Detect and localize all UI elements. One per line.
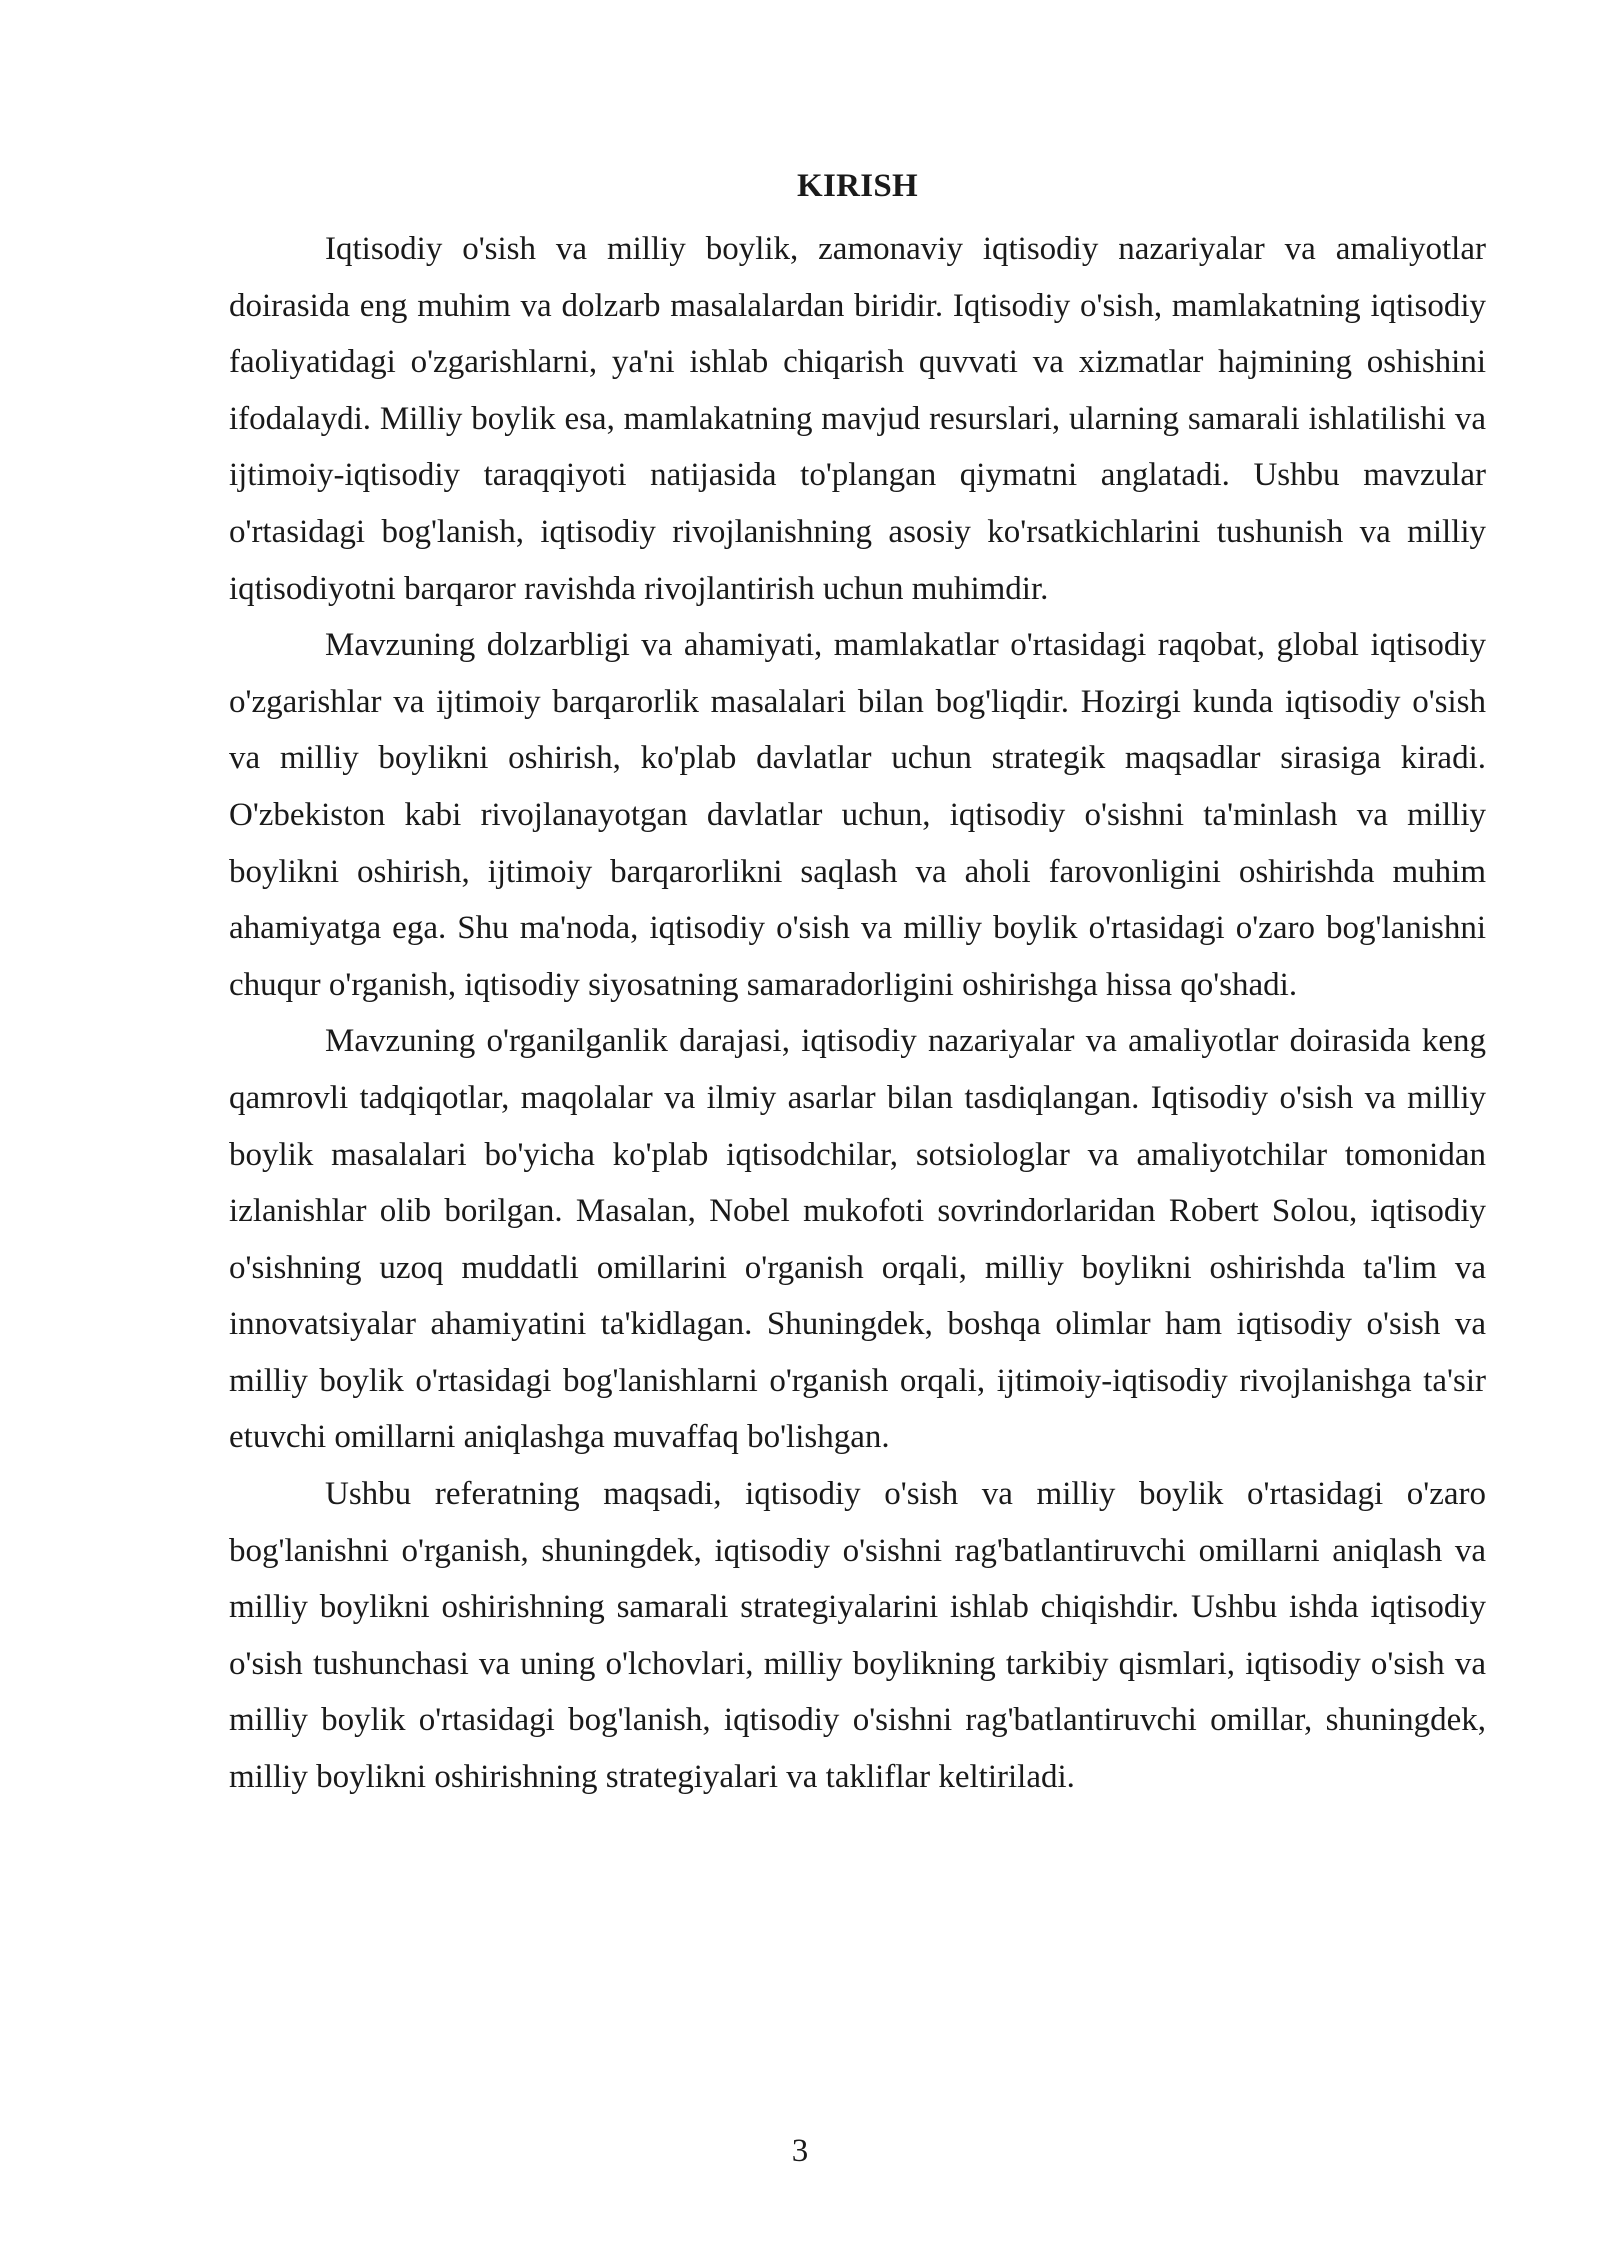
section-title: KIRISH [796, 168, 918, 204]
paragraph-study-level: Mavzuning o'rganilganlik darajasi, iqtisodiy nazariyalar va amaliyotlar doirasida keng qamrovli tadqiqotlar, maqolalar va ilmiy asarlar bilan tasdiqlangan. Iqtisodiy o'sish va milliy boylik masalalari bo'yicha ko'plab iqtisodchilar, sotsiologlar va amaliyotchilar tomonidan izlanishlar olib borilgan. Masalan, Nobel mukofoti sovrindorlaridan Robert Solou, iqtisodiy o'sishning uzoq muddatli omillarini o'rganish orqali, milliy boylikni oshirishda ta'lim va innovatsiyalar ahamiyatini ta'kidlagan. Shuningdek, boshqa olimlar ham iqtisodiy o'sish va milliy boylik o'rtasidagi bog'lanishlarni o'rganish orqali, ijtimoiy-iqtisodiy rivojlanishga ta'sir etuvchi omillarni aniqlashga muvaffaq bo'lishgan. [229, 1023, 1486, 1456]
paragraph-relevance: Mavzuning dolzarbligi va ahamiyati, mamlakatlar o'rtasidagi raqobat, global iqtisodiy o'zgarishlar va ijtimoiy barqarorlik masalalari bilan bog'liqdir. Hozirgi kunda iqtisodiy o'sish va milliy boylikni oshirish, ko'plab davlatlar uchun strategik maqsadlar sirasiga kiradi. O'zbekiston kabi rivojlanayotgan davlatlar uchun, iqtisodiy o'sishni ta'minlash va milliy boylikni oshirish, ijtimoiy barqarorlikni saqlash va aholi farovonligini oshirishda muhim ahamiyatga ega. Shu ma'noda, iqtisodiy o'sish va milliy boylik o'rtasidagi o'zaro bog'lanishni chuqur o'rganish, iqtisodiy siyosatning samaradorligini oshirishga hissa qo'shadi. [229, 627, 1486, 1003]
document-page [229, 158, 1486, 1806]
paragraph-purpose: Ushbu referatning maqsadi, iqtisodiy o'sish va milliy boylik o'rtasidagi o'zaro bog'lanishni o'rganish, shuningdek, iqtisodiy o'sishni rag'batlantiruvchi omillarni aniqlash va milliy boylikni oshirishning samarali strategiyalarini ishlab chiqishdir. Ushbu ishda iqtisodiy o'sish tushunchasi va uning o'lchovlari, milliy boylikning tarkibiy qismlari, iqtisodiy o'sish va milliy boylik o'rtasidagi bog'lanish, iqtisodiy o'sishni rag'batlantiruvchi omillar, shuningdek, milliy boylikni oshirishning strategiyalari va takliflar keltiriladi. [229, 1476, 1486, 1796]
paragraph-introduction: Iqtisodiy o'sish va milliy boylik, zamonaviy iqtisodiy nazariyalar va amaliyotlar doirasida eng muhim va dolzarb masalalardan biridir. Iqtisodiy o'sish, mamlakatning iqtisodiy faoliyatidagi o'zgarishlarni, ya'ni ishlab chiqarish quvvati va xizmatlar hajmining oshishini ifodalaydi. Milliy boylik esa, mamlakatning mavjud resurslari, ularning samarali ishlatilishi va ijtimoiy-iqtisodiy taraqqiyoti natijasida to'plangan qiymatni anglatadi. Ushbu mavzular o'rtasidagi bog'lanish, iqtisodiy rivojlanishning asosiy ko'rsatkichlarini tushunish va milliy iqtisodiyotni barqaror ravishda rivojlantirish uchun muhimdir. [229, 231, 1486, 607]
page-number: 3 [791, 2133, 809, 2169]
